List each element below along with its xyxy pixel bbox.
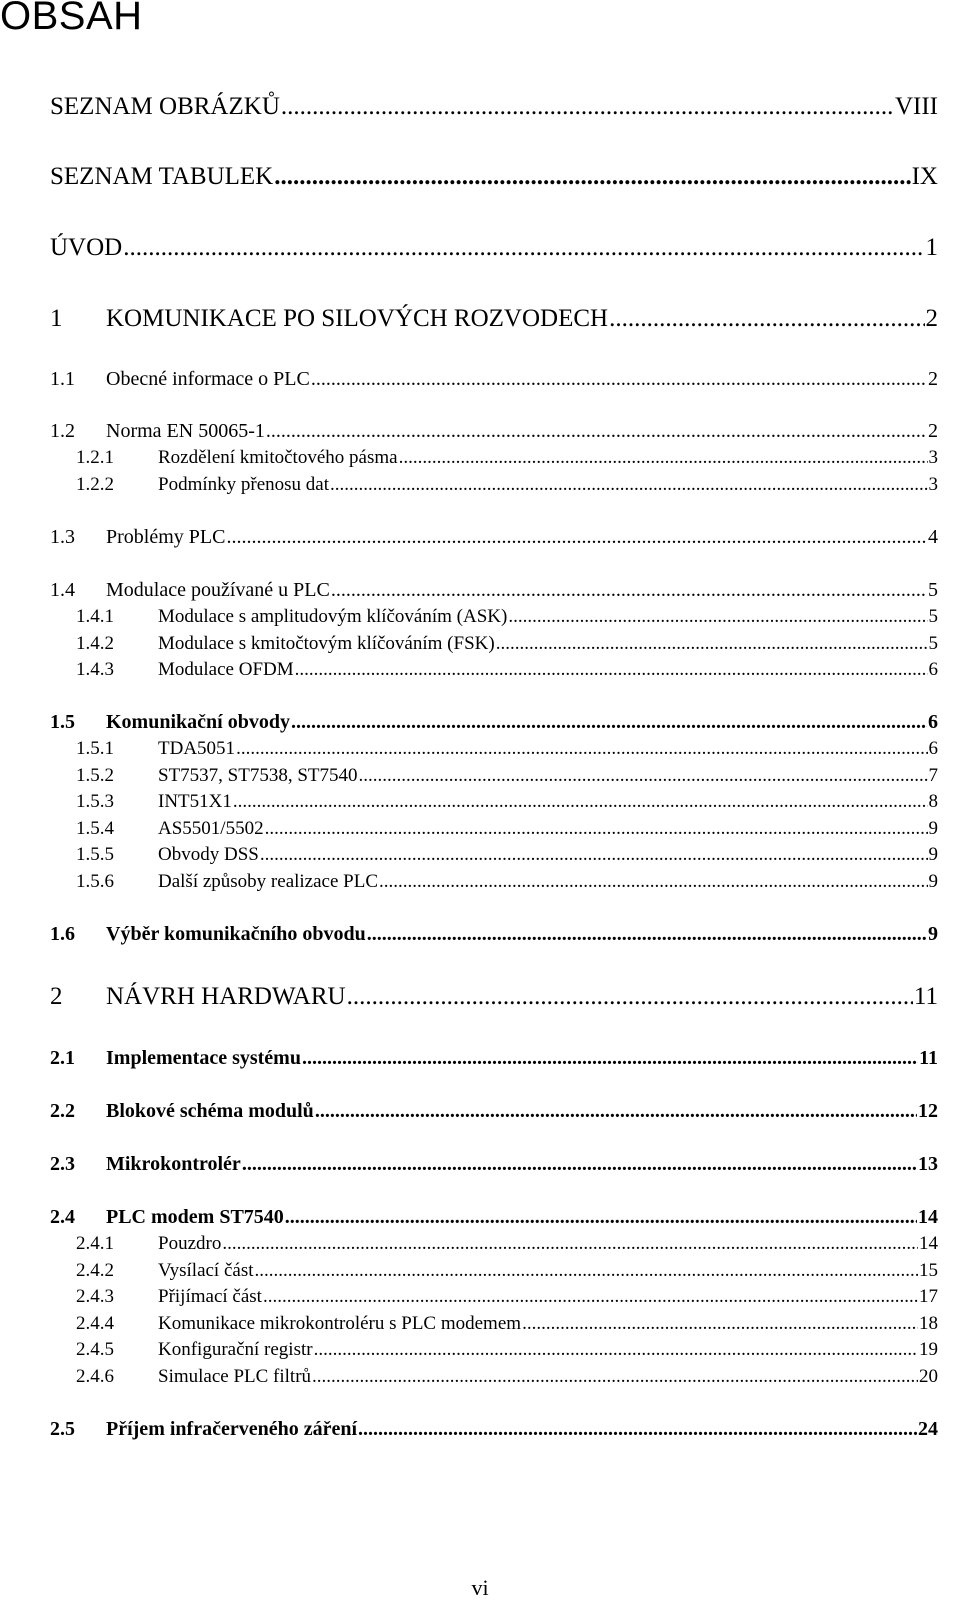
toc-entry-number: 1.1 — [50, 368, 75, 390]
toc-entry-page: 8 — [928, 791, 938, 812]
toc-entry-page: 24 — [918, 1418, 938, 1440]
toc-entry[interactable] — [76, 837, 938, 867]
toc-entry-number: 2.4.5 — [76, 1339, 114, 1360]
toc-entry[interactable] — [76, 599, 938, 629]
toc-entry-title: Vysílací část — [158, 1260, 254, 1281]
toc-entry-page: 6 — [928, 738, 938, 759]
toc-entry[interactable] — [50, 1041, 938, 1071]
toc-entry-page: 20 — [919, 1366, 938, 1387]
toc-entry[interactable] — [50, 304, 938, 334]
dot-leader — [302, 1045, 918, 1071]
toc-entry-title: Modulace s amplitudovým klíčováním (ASK) — [158, 606, 508, 627]
toc-entry-title: Výběr komunikačního obvodu — [106, 923, 366, 945]
dot-leader — [315, 1098, 917, 1124]
toc-entry-number: 2.5 — [50, 1418, 75, 1440]
toc-entry-title: Modulace s kmitočtovým klíčováním (FSK) — [158, 633, 495, 654]
toc-entry-title: TDA5051 — [158, 738, 236, 759]
toc-entry-title: Přijímací část — [158, 1286, 262, 1307]
toc-entry-page: 12 — [918, 1100, 938, 1122]
toc-entry-page: 2 — [925, 305, 938, 332]
toc-entry[interactable] — [50, 1094, 938, 1124]
toc-entry-number: 1.5 — [50, 711, 75, 733]
toc-entry-number: 2.4.6 — [76, 1366, 114, 1387]
toc-entry[interactable] — [50, 917, 938, 947]
dot-leader — [609, 304, 924, 334]
toc-entry[interactable] — [50, 520, 938, 550]
toc-entry-page: 3 — [928, 474, 938, 495]
toc-entry-page: 11 — [919, 1047, 938, 1069]
toc-entry-number: 2.4.4 — [76, 1313, 114, 1334]
toc-entry-page: 5 — [928, 633, 938, 654]
toc-entry[interactable] — [50, 982, 938, 1012]
toc-entry-title: ÚVOD — [50, 234, 123, 261]
toc-entry-title: Blokové schéma modulů — [106, 1100, 314, 1122]
toc-entry-number: 1.5.2 — [76, 765, 114, 786]
toc-entry-number: 1.4.3 — [76, 659, 114, 680]
toc-entry-page: IX — [911, 163, 938, 190]
dot-leader — [312, 1365, 918, 1389]
dot-leader — [281, 92, 894, 122]
toc-entry[interactable] — [76, 1279, 938, 1309]
page-number: vi — [471, 1575, 489, 1600]
toc-entry-title: Komunikační obvody — [106, 711, 290, 733]
toc-entry-number: 2.3 — [50, 1153, 75, 1175]
toc-entry-title: INT51X1 — [158, 791, 232, 812]
toc-entry[interactable] — [50, 1147, 938, 1177]
toc-entry[interactable] — [50, 92, 938, 122]
toc-entry-number: 1.4 — [50, 579, 75, 601]
toc-entry-page: 9 — [928, 923, 938, 945]
toc-entry-page: VIII — [894, 93, 938, 120]
toc-entry-page: 5 — [928, 606, 938, 627]
toc-entry[interactable] — [76, 864, 938, 894]
toc-entry-title: Další způsoby realizace PLC — [158, 871, 379, 892]
toc-entry[interactable] — [76, 467, 938, 497]
toc-entry-page: 6 — [928, 711, 938, 733]
toc-entry-number: 1.5.6 — [76, 871, 114, 892]
toc-entry-page: 3 — [928, 447, 938, 468]
dot-leader — [242, 1151, 917, 1177]
dot-leader — [123, 233, 924, 263]
toc-entry-page: 15 — [919, 1260, 938, 1281]
toc-entry-page: 17 — [919, 1286, 938, 1307]
toc-entry-number: 1.5.1 — [76, 738, 114, 759]
dot-leader — [295, 658, 928, 682]
toc-entry-title: NÁVRH HARDWARU — [106, 983, 346, 1010]
toc-entry[interactable] — [76, 652, 938, 682]
toc-entry-page: 9 — [928, 818, 938, 839]
toc-entry-page: 13 — [918, 1153, 938, 1175]
toc-entry-page: 18 — [919, 1313, 938, 1334]
toc-entry-number: 1.5.3 — [76, 791, 114, 812]
dot-leader — [226, 524, 927, 550]
toc-entry-title: Obecné informace o PLC — [106, 368, 310, 390]
toc-entry-title: SEZNAM TABULEK — [50, 163, 274, 190]
toc-entry-number: 1.2.1 — [76, 447, 114, 468]
dot-leader — [311, 366, 927, 392]
toc-entry[interactable] — [76, 731, 938, 761]
toc-entry-number: 2.1 — [50, 1047, 75, 1069]
toc-entry-number: 2.4 — [50, 1206, 75, 1228]
toc-entry-title: Modulace OFDM — [158, 659, 294, 680]
toc-entry-page: 4 — [928, 526, 938, 548]
toc-entry-number: 1.2 — [50, 420, 75, 442]
toc-entry-page: 2 — [928, 420, 938, 442]
dot-leader — [367, 921, 927, 947]
toc-entry-title: Implementace systému — [106, 1047, 301, 1069]
toc-entry[interactable] — [76, 1226, 938, 1256]
toc-entry[interactable] — [76, 1359, 938, 1389]
toc-entry-title: SEZNAM OBRÁZKŮ — [50, 93, 280, 120]
toc-entry-title: KOMUNIKACE PO SILOVÝCH ROZVODECH — [106, 305, 609, 332]
toc-entry-page: 5 — [928, 579, 938, 601]
toc-entry-number: 2.4.3 — [76, 1286, 114, 1307]
toc-entry-page: 19 — [919, 1339, 938, 1360]
toc-entry-title: Simulace PLC filtrů — [158, 1366, 312, 1387]
toc-entry[interactable] — [50, 1412, 938, 1442]
toc-entry-title: Mikrokontrolér — [106, 1153, 241, 1175]
toc-entry-title: Problémy PLC — [106, 526, 226, 548]
toc-entry-page: 14 — [919, 1233, 938, 1254]
toc-entry-page: 11 — [913, 983, 938, 1010]
toc-entry-number: 1 — [50, 305, 63, 332]
toc-entry-page: 7 — [928, 765, 938, 786]
toc-entry-number: 2 — [50, 983, 63, 1010]
toc-entry[interactable] — [50, 162, 938, 192]
toc-entry-page: 9 — [928, 871, 938, 892]
toc-entry[interactable] — [76, 440, 938, 470]
toc-entry-title: Příjem infračerveného záření — [106, 1418, 358, 1440]
toc-entry-page: 6 — [928, 659, 938, 680]
toc-entry-number: 1.4.1 — [76, 606, 114, 627]
toc-entry-number: 1.6 — [50, 923, 75, 945]
toc-entry-title: Podmínky přenosu dat — [158, 474, 329, 495]
toc-entry-title: Norma EN 50065-1 — [106, 420, 265, 442]
toc-entry-number: 2.4.2 — [76, 1260, 114, 1281]
page-title: OBSAH — [0, 0, 143, 38]
dot-leader — [379, 870, 927, 894]
toc-entry-number: 1.3 — [50, 526, 75, 548]
toc-entry-title: Obvody DSS — [158, 844, 259, 865]
toc-entry-page: 2 — [928, 368, 938, 390]
toc-entry-title: Konfigurační registr — [158, 1339, 313, 1360]
toc-entry-title: AS5501/5502 — [158, 818, 264, 839]
dot-leader — [347, 982, 913, 1012]
toc-entry-number: 1.2.2 — [76, 474, 114, 495]
toc-entry-title: Rozdělení kmitočtového pásma — [158, 447, 398, 468]
toc-entry-number: 2.2 — [50, 1100, 75, 1122]
toc-entry-page: 14 — [918, 1206, 938, 1228]
toc-entry-page: 9 — [928, 844, 938, 865]
toc-entry-title: Komunikace mikrokontroléru s PLC modemem — [158, 1313, 522, 1334]
toc-entry-number: 1.5.5 — [76, 844, 114, 865]
dot-leader — [274, 162, 910, 192]
toc-entry-title: Modulace používané u PLC — [106, 579, 330, 601]
toc-entry-title: ST7537, ST7538, ST7540 — [158, 765, 358, 786]
toc-entry-title: Pouzdro — [158, 1233, 222, 1254]
toc-entry[interactable] — [76, 784, 938, 814]
toc-entry-number: 2.4.1 — [76, 1233, 114, 1254]
dot-leader — [358, 1416, 917, 1442]
toc-entry-number: 1.5.4 — [76, 818, 114, 839]
toc-entry-number: 1.4.2 — [76, 633, 114, 654]
toc-entry[interactable] — [50, 233, 938, 263]
toc-entry[interactable] — [50, 362, 938, 392]
dot-leader — [330, 473, 928, 497]
toc-entry-title: PLC modem ST7540 — [106, 1206, 284, 1228]
toc-entry[interactable] — [76, 1332, 938, 1362]
toc-entry-page: 1 — [925, 234, 938, 261]
